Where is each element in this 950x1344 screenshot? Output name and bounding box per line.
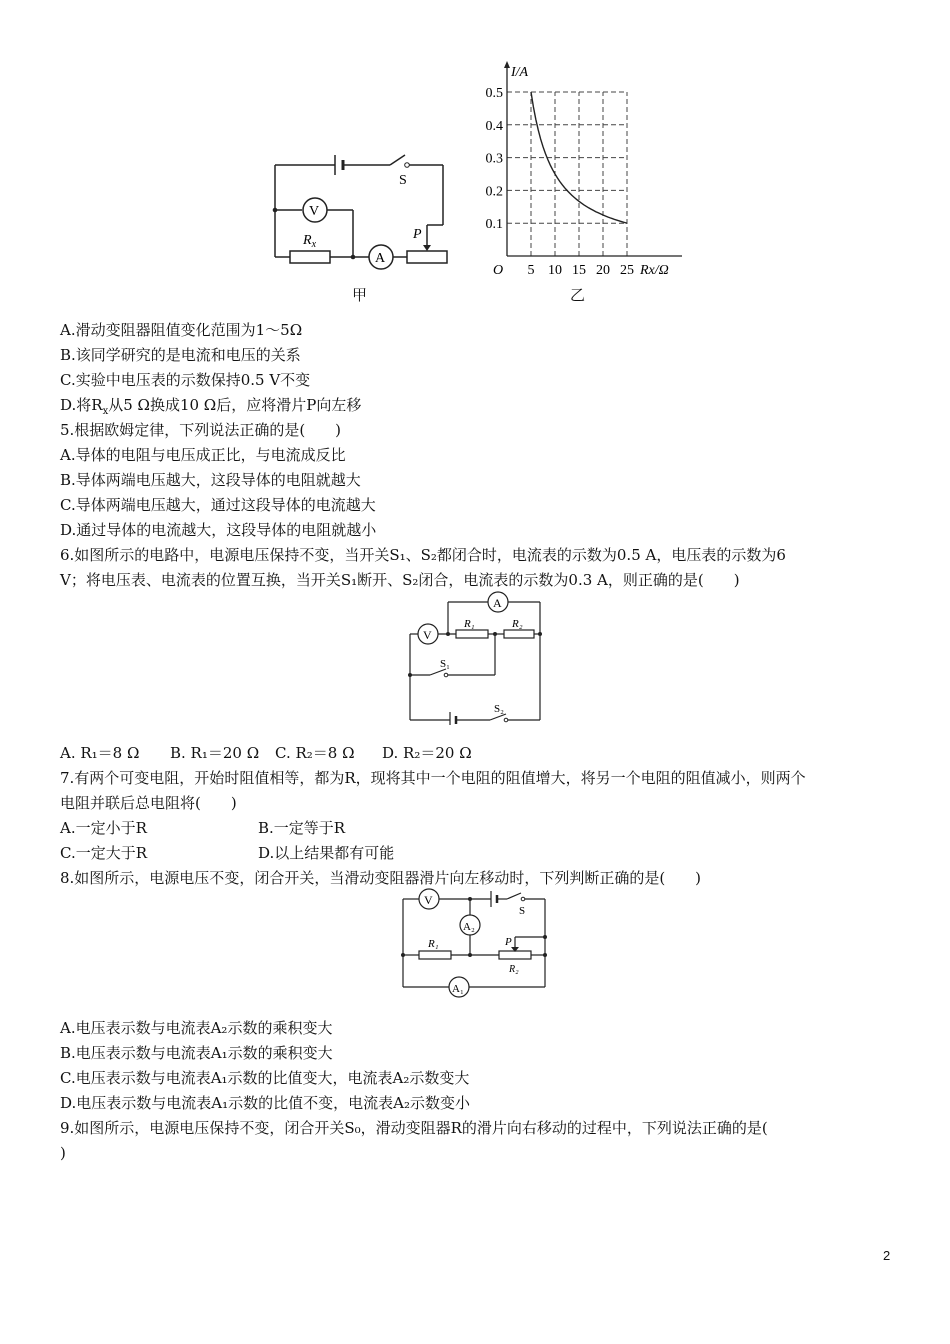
page-number: 2 — [883, 1248, 891, 1263]
circuit-figure-q6 — [400, 590, 555, 725]
q6-voltmeter-label: V — [423, 628, 432, 642]
slider-label: P — [413, 227, 422, 242]
q8-option-b: B.电压表示数与电流表A₁示数的乘积变大 — [60, 1044, 333, 1062]
caption-jia: 甲 — [352, 286, 368, 304]
x-tick-label: 10 — [548, 263, 562, 278]
voltmeter-label: V — [309, 204, 320, 219]
q4-option-a: A.滑动变阻器阻值变化范围为1～5Ω — [60, 321, 303, 339]
q5-option-a: A.导体的电阻与电压成正比，与电流成反比 — [60, 446, 346, 464]
q7-stem-line1: 7.有两个可变电阻，开始时阻值相等，都为R，现将其中一个电阻的阻值增大，将另一个电阻的阻值减小，则两个 — [60, 769, 806, 787]
q7-option-c: C.一定大于R — [60, 844, 148, 862]
x-tick-label: 15 — [572, 263, 586, 278]
q8-a2-label: A₂ — [463, 921, 475, 933]
q4-option-d: D.将$R_x$从5 Ω换成10 Ω后，应将滑片P向左移 — [60, 396, 362, 417]
y-tick-label: 0.4 — [485, 118, 503, 134]
q8-switch-label: S — [519, 905, 526, 917]
circuit-figure-q8 — [395, 887, 555, 1002]
q6-option-b: B. R₁＝20 Ω — [170, 744, 260, 762]
ammeter-label: A — [375, 251, 386, 266]
q7-stem-line2: 电阻并联后总电阻将( ) — [60, 794, 237, 812]
resistor-label: R — [303, 233, 312, 248]
q6-ammeter-label: A — [493, 596, 502, 610]
q7-option-d: D.以上结果都有可能 — [258, 844, 395, 862]
q6-s1-label: S₁ — [440, 658, 450, 670]
q6-option-d: D. R₂＝20 Ω — [382, 744, 472, 762]
q9-stem-line2: ) — [60, 1144, 66, 1162]
q8-stem: 8.如图所示，电源电压不变，闭合开关，当滑动变阻器滑片向左移动时，下列判断正确的是( ) — [60, 869, 702, 887]
q6-r2-label: R₂ — [512, 618, 523, 630]
q6-stem-line2: V；将电压表、电流表的位置互换，当开关S₁断开、S₂闭合，电流表的示数为0.3 A，则正确的是( ) — [60, 571, 740, 589]
x-axis-label: Rx/Ω — [640, 263, 669, 278]
q5-stem: 5.根据欧姆定律，下列说法正确的是( ) — [60, 421, 342, 439]
circuit-figure-jia — [265, 150, 455, 275]
q7-option-b: B.一定等于R — [258, 819, 346, 837]
q6-r1-label: R₁ — [464, 618, 475, 630]
resistor-sub: x — [311, 239, 317, 250]
q5-option-c: C.导体两端电压越大，通过这段导体的电流越大 — [60, 496, 376, 514]
q6-stem-line1: 6.如图所示的电路中，电源电压保持不变，当开关S₁、S₂都闭合时，电流表的示数为0.5 A，电压表的示数为6 — [60, 546, 786, 564]
y-tick-label: 0.2 — [485, 184, 503, 200]
q8-r1-label: R₁ — [428, 938, 439, 950]
svg-text:Rx — [302, 233, 317, 250]
x-tick-label: 20 — [596, 263, 610, 278]
q4-option-c: C.实验中电压表的示数保持0.5 V不变 — [60, 371, 311, 389]
q6-option-c: C. R₂＝8 Ω — [275, 744, 355, 762]
q6-option-a: A. R₁＝8 Ω — [60, 744, 140, 762]
q8-r2-label: R₂ — [509, 964, 519, 975]
y-axis-arrow — [504, 61, 510, 68]
q9-stem-line1: 9.如图所示，电源电压保持不变，闭合开关S₀，滑动变阻器R的滑片向右移动的过程中，下列说法正确的是( — [60, 1119, 768, 1137]
y-tick-label: 0.3 — [485, 151, 503, 167]
switch-label: S — [399, 173, 407, 188]
q8-option-d: D.电压表示数与电流表A₁示数的比值不变，电流表A₂示数变小 — [60, 1094, 470, 1112]
q8-option-a: A.电压表示数与电流表A₂示数的乘积变大 — [60, 1019, 333, 1037]
q5-option-b: B.导体两端电压越大，这段导体的电阻就越大 — [60, 471, 361, 489]
q8-voltmeter-label: V — [424, 893, 433, 907]
q7-option-a: A.一定小于R — [60, 819, 147, 837]
y-axis-label: I/A — [511, 65, 529, 80]
y-tick-label: 0.1 — [485, 217, 503, 233]
y-tick-label: 0.5 — [485, 86, 503, 101]
q6-s2-label: S₂ — [494, 703, 504, 715]
x-tick-label: 25 — [620, 263, 634, 278]
q8-option-c: C.电压表示数与电流表A₁示数的比值变大，电流表A₂示数变大 — [60, 1069, 470, 1087]
x-tick-label: 5 — [527, 263, 535, 278]
q8-p-label: P — [505, 936, 512, 948]
q8-a1-label: A₁ — [452, 983, 464, 995]
q4-option-b: B.该同学研究的是电流和电压的关系 — [60, 346, 301, 364]
caption-yi: 乙 — [570, 286, 586, 304]
q5-option-d: D.通过导体的电流越大，这段导体的电阻就越小 — [60, 521, 377, 539]
origin-label: O — [493, 263, 504, 278]
i-r-chart — [475, 58, 690, 280]
